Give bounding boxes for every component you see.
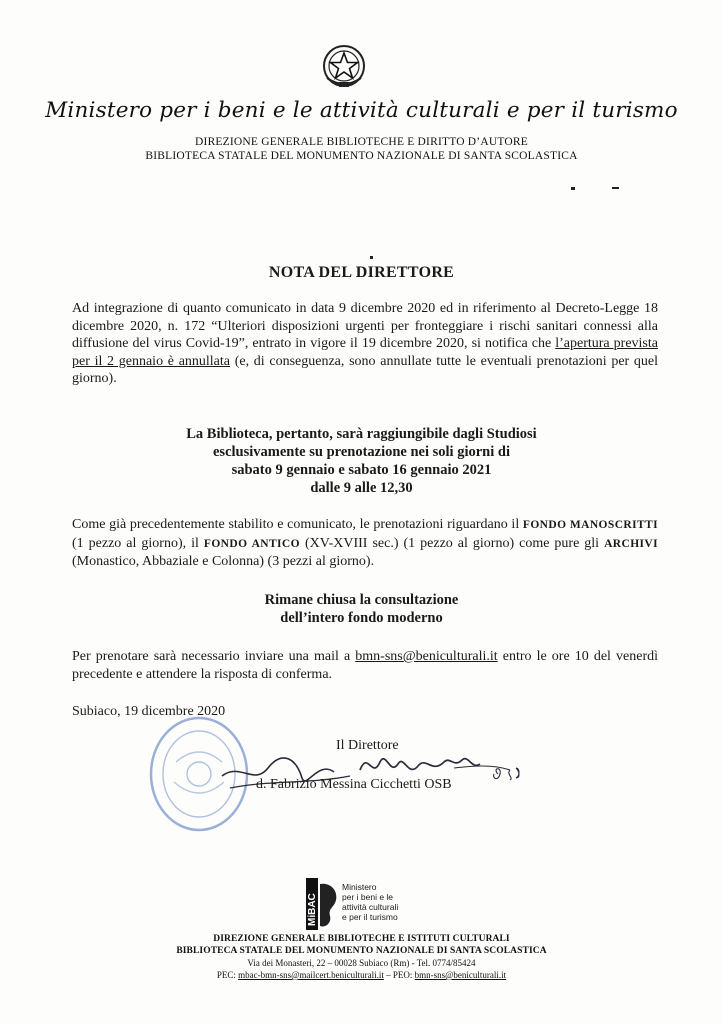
header-direction: DIREZIONE GENERALE BIBLIOTECHE E DIRITTO D’AUTORE	[195, 136, 528, 148]
logo-text-line: per i beni e le	[342, 892, 394, 902]
document-title: NOTA DEL DIRETTORE	[268, 264, 455, 281]
archivi: ARCHIVI	[604, 537, 658, 550]
paragraph-text: (XV-XVIII sec.) (1 pezzo al giorno) come pure gli	[299, 535, 605, 551]
notice-line: sabato 9 gennaio e sabato 16 gennaio 2021	[231, 462, 492, 478]
underlined-cancellation: l’apertura prevista per il 2 gennaio è annullata	[72, 336, 658, 369]
paragraph-text: (1 pezzo al giorno), il	[72, 535, 204, 551]
notice-line: La Biblioteca, pertanto, sarà raggiungibile dagli Studiosi	[186, 426, 537, 442]
scan-speck	[370, 256, 373, 259]
pec-email-link[interactable]: mbac-bmn-sns@mailcert.beniculturali.it	[238, 970, 384, 980]
paragraph-integration	[72, 300, 658, 388]
paragraph-booking	[72, 648, 658, 683]
notice-line: Rimane chiusa la consultazione	[264, 592, 459, 608]
paragraph-text: entro le ore 10 del venerdì precedente e attendere la risposta di conferma.	[72, 649, 659, 682]
peo-email-link[interactable]: bmn-sns@beniculturali.it	[414, 970, 507, 980]
paragraph-text: (e, di conseguenza, sono annullate tutte le eventuali prenotazioni per quel giorno).	[72, 353, 658, 386]
paragraph-reservations	[72, 516, 658, 571]
pec-label: PEC:	[216, 970, 239, 980]
footer-address: Via dei Monasteri, 22 – 00028 Subiaco (Rm) - Tel. 0774/85424	[247, 958, 476, 968]
republic-emblem-icon	[321, 42, 367, 90]
paragraph-text: Ad integrazione di quanto comunicato in data 9 dicembre 2020 ed in riferimento al Decreto-Legge 18 dicembre 2020, n. 172 “Ulteriori disposizioni urgenti per fronteggiare i rischi sanitari connessi alla diffusione del virus Covid-19”, entrato in vigore il 19 dicembre 2020, si notifica che	[72, 301, 658, 351]
notice-line: dell’intero fondo moderno	[280, 610, 443, 626]
footer-contacts	[0, 969, 723, 981]
fondo-manoscritti: FONDO MANOSCRITTI	[522, 519, 659, 531]
place-date: Subiaco, 19 dicembre 2020	[72, 704, 226, 719]
paragraph-text: Per prenotare sarà necessario inviare una mail a	[72, 649, 356, 664]
footer-library: BIBLIOTECA STATALE DEL MONUMENTO NAZIONALE DI SANTA SCOLASTICA	[176, 946, 547, 956]
paragraph-text: (Monastico, Abbaziale e Colonna) (3 pezzi al giorno).	[72, 554, 375, 569]
peo-label: – PEO:	[383, 970, 415, 980]
signature-role: Il Direttore	[336, 738, 399, 753]
mibac-logo-icon	[306, 878, 340, 930]
notice-line: dalle 9 alle 12,30	[310, 480, 413, 496]
closure-notice	[0, 591, 723, 627]
logo-text-line: Ministero	[342, 882, 377, 892]
logo-mark: MiBAC	[307, 893, 318, 926]
paragraph-text: Come già precedentemente stabilito e comunicato, le prenotazioni riguardano il	[72, 517, 523, 532]
opening-days-notice	[0, 425, 723, 497]
logo-text-line: e per il turismo	[342, 912, 398, 922]
fondo-antico: FONDO ANTICO	[203, 537, 300, 550]
booking-email-link[interactable]: bmn-sns@beniculturali.it	[355, 649, 498, 664]
scan-speck	[612, 187, 619, 189]
footer-logo-text	[342, 882, 452, 922]
footer-direction: DIREZIONE GENERALE BIBLIOTECHE E ISTITUTI CULTURALI	[213, 934, 510, 944]
scan-speck	[571, 187, 575, 190]
signature-name: d. Fabrizio Messina Cicchetti OSB	[256, 777, 452, 792]
header-library: BIBLIOTECA STATALE DEL MONUMENTO NAZIONALE DI SANTA SCOLASTICA	[145, 150, 578, 162]
ministry-name: Ministero per i beni e le attività culturali e per il turismo	[45, 98, 678, 123]
logo-text-line: attività culturali	[342, 902, 399, 912]
notice-line: esclusivamente su prenotazione nei soli giorni di	[213, 444, 510, 460]
